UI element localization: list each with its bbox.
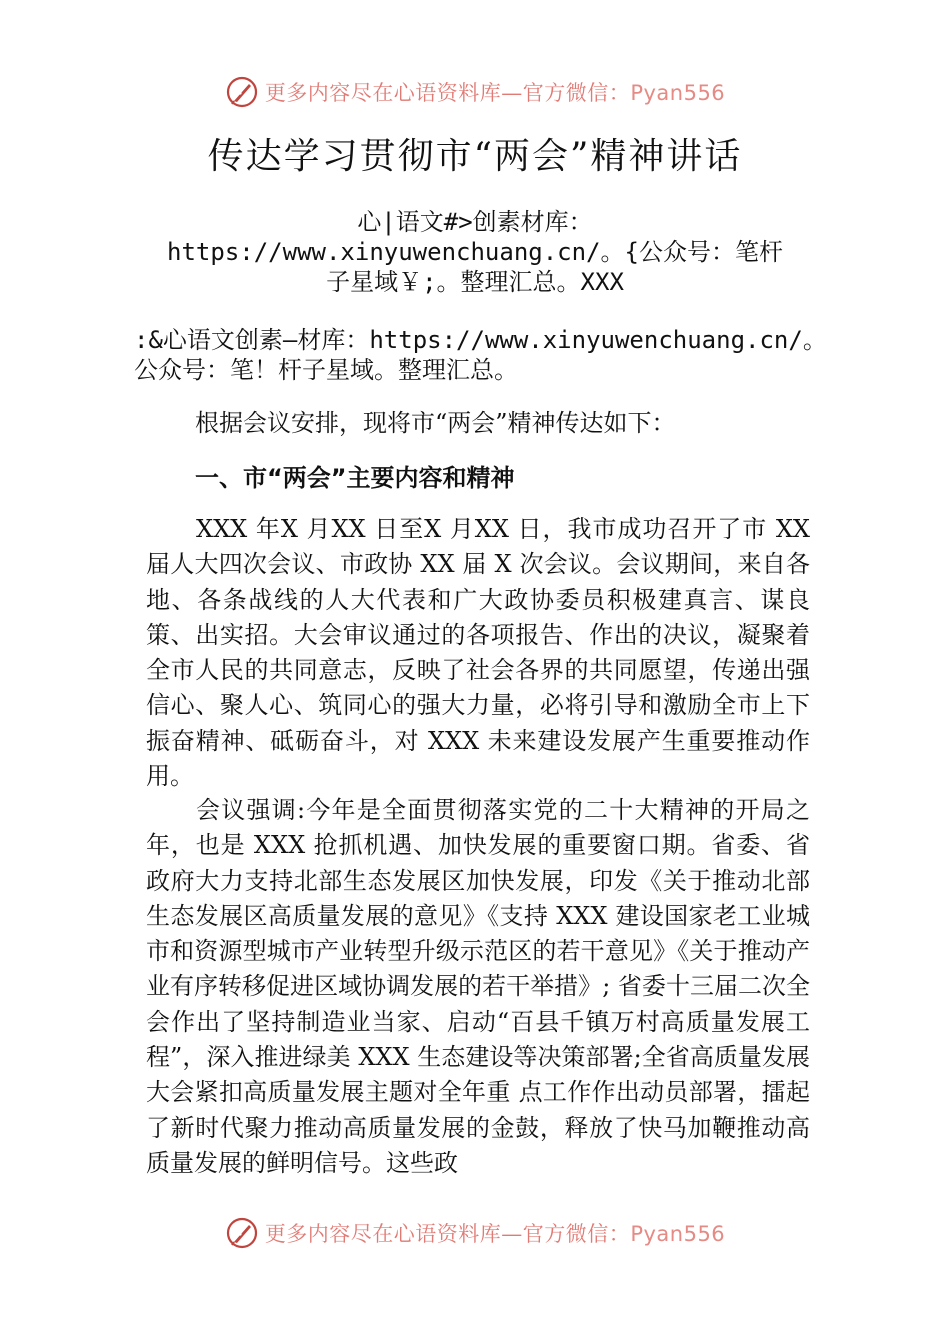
footer-banner	[0, 1213, 950, 1253]
paragraph-1: XXX 年X 月XX 日至X 月XX 日，我市成功召开了市 XX届人大四次会议、市政协 XX 届 X 次会议。会议期间，来自各地、各条战线的人大代表和广大政协委员积极建真言、谋良策、出实招。大会审议通过的各项报告、作出的决议，凝聚着全市人民的共同意志，反映了社会各界的共同愿望，传递出强信心、聚人心、筑同心的强大力量，必将引导和激励全市上下振奋精神、砥砺奋斗，对 XXX 未来建设发展产生重要推动作用。	[146, 515, 810, 791]
banner-text: 更多内容尽在心语资料库—官方微信：Pyan556	[264, 81, 726, 105]
watermark-line-2: :&心语文创素—材库：https://www.xinyuwenchuang.cn/。公众号：笔！杆子星域。整理汇总。	[134, 326, 827, 384]
section-1-heading: 一、市“两会”主要内容和精神	[195, 464, 515, 492]
header-banner	[0, 72, 950, 112]
quill-pen-icon	[225, 75, 259, 109]
document-title: 传达学习贯彻市“两会”精神讲话	[207, 136, 743, 177]
banner-text: 更多内容尽在心语资料库—官方微信：Pyan556	[264, 1222, 726, 1246]
intro-text: 根据会议安排，现将市“两会”精神传达如下：	[195, 409, 676, 437]
paragraph-2: 会议强调:今年是全面贯彻落实党的二十大精神的开局之年，也是 XXX 抢抓机遇、加快发展的重要窗口期。省委、省政府大力支持北部生态发展区加快发展，印发《关于推动北部生态发展区高质量发展的意见》《支持 XXX 建设国家老工业城市和资源型城市产业转型升级示范区的若干意见》《关于推动产业有序转移促进区域协调发展的若干举措》; 省委十三届二次全会作出了坚持制造业当家、启动“百县千镇万村高质量发展工程”，深入推进绿美 XXX 生态建设等决策部署;全省高质量发展大会紧扣高质量发展主题对全年重 点工作作出动员部署，擂起了新时代聚力推动高质量发展的金鼓，释放了快马加鞭推动高质量发展的鲜明信号。这些政	[146, 796, 810, 1177]
wechat-id: Pyan556	[630, 81, 726, 105]
wechat-id: Pyan556	[630, 1222, 726, 1246]
quill-pen-icon	[225, 1216, 259, 1250]
watermark-line-1: 心|语文#>创素材库：https://www.xinyuwenchuang.cn/。{公众号：笔杆子星域￥;。整理汇总。XXX	[167, 208, 783, 296]
